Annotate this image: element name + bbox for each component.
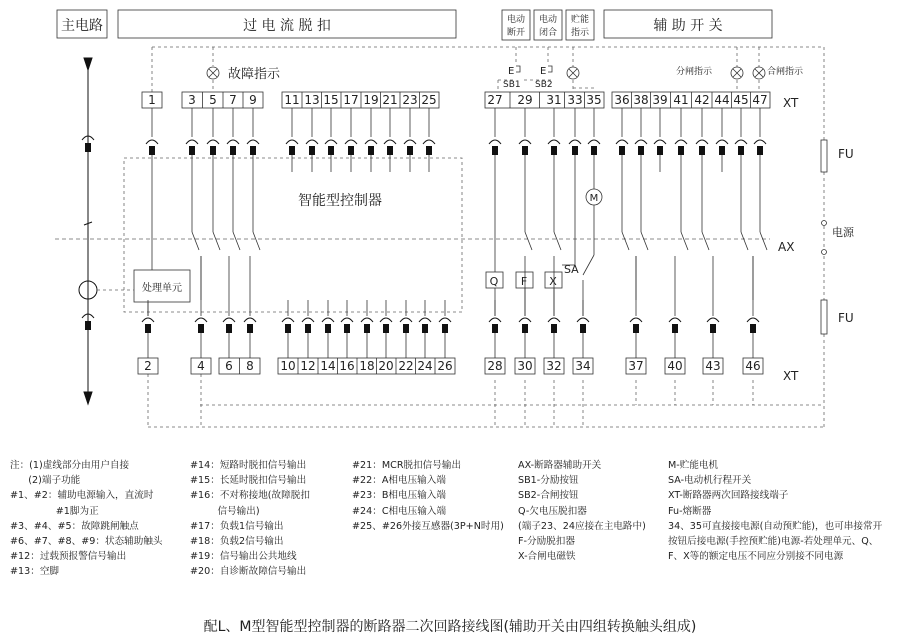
top-terminal-label: 19 bbox=[363, 93, 379, 107]
connector-block bbox=[309, 146, 315, 155]
connector-arc bbox=[588, 140, 600, 144]
contacts bbox=[142, 140, 766, 333]
connector-block bbox=[638, 146, 644, 155]
connector-block bbox=[551, 324, 557, 333]
connector-block bbox=[492, 146, 498, 155]
connector-arc bbox=[146, 140, 158, 144]
sb2-label: SB2 bbox=[535, 80, 553, 90]
note-line: #16：不对称接地(故障脱扣 bbox=[190, 490, 310, 502]
connector-block bbox=[619, 146, 625, 155]
connector-arc bbox=[423, 140, 435, 144]
note-line: #19：信号输出公共地线 bbox=[190, 551, 297, 563]
note-line: #1、#2：辅助电源输入，直流时 bbox=[10, 490, 154, 502]
motor-label: M bbox=[589, 193, 599, 204]
connector-arc bbox=[439, 318, 451, 322]
note-line: #21：MCR脱扣信号输出 bbox=[352, 460, 462, 471]
connector-arc bbox=[577, 318, 589, 322]
bottom-terminal-label: 12 bbox=[300, 359, 316, 373]
bottom-terminal-label: 2 bbox=[144, 359, 152, 373]
connector-arc bbox=[227, 140, 239, 144]
switch-blade bbox=[622, 232, 629, 250]
bottom-terminal-label: 24 bbox=[417, 359, 433, 373]
bottom-terminal-label: 37 bbox=[628, 359, 644, 373]
connector-arc bbox=[195, 318, 207, 322]
note-line: F-分励脱扣器 bbox=[518, 536, 575, 548]
connector-arc bbox=[322, 318, 334, 322]
x-label: X bbox=[549, 275, 557, 288]
fault-indicator-label: 故障指示 bbox=[228, 67, 281, 82]
connector-arc bbox=[361, 318, 373, 322]
main-circuit bbox=[79, 58, 97, 404]
bottom-terminal-label: 16 bbox=[339, 359, 355, 373]
bottom-terminal-label: 10 bbox=[280, 359, 296, 373]
note-line: 信号输出) bbox=[190, 505, 260, 517]
connector-arc bbox=[696, 140, 708, 144]
push-buttons bbox=[516, 66, 552, 72]
terminals-bottom bbox=[138, 358, 763, 374]
connector-arc bbox=[489, 318, 501, 322]
top-terminal-label: 15 bbox=[323, 93, 339, 107]
energy-indicator-text-1: 贮能 bbox=[570, 15, 590, 25]
connector-block bbox=[210, 146, 216, 155]
connector-arc bbox=[365, 140, 377, 144]
connector-arc bbox=[186, 140, 198, 144]
sa-blade bbox=[583, 255, 594, 275]
connector-block bbox=[719, 146, 725, 155]
bottom-terminal-label: 14 bbox=[320, 359, 336, 373]
main-circuit-block-top bbox=[85, 143, 91, 152]
switch-blade bbox=[554, 232, 561, 250]
processing-unit-label: 处理单元 bbox=[142, 283, 182, 294]
bottom-terminal-label: 32 bbox=[546, 359, 562, 373]
connector-block bbox=[757, 146, 763, 155]
note-line: AX-断路器辅助开关 bbox=[518, 460, 602, 471]
note-line: 注：(1)虚线部分由用户自接 bbox=[10, 460, 130, 471]
main-circuit-header-text: 主电路 bbox=[61, 18, 103, 34]
top-terminal-label: 3 bbox=[188, 93, 196, 107]
electric-close-text-2: 闭合 bbox=[538, 28, 558, 38]
connector-block bbox=[145, 324, 151, 333]
connector-arc bbox=[716, 140, 728, 144]
connector-block bbox=[699, 146, 705, 155]
switch-blade bbox=[253, 232, 260, 250]
notes-col-2 bbox=[190, 458, 310, 580]
note-line: SA-电动机行程开关 bbox=[668, 475, 752, 487]
connector-block bbox=[591, 146, 597, 155]
note-line: (2)端子功能 bbox=[10, 475, 81, 487]
top-terminal-label: 36 bbox=[614, 93, 630, 107]
connector-block bbox=[633, 324, 639, 333]
note-line: #1脚为正 bbox=[10, 505, 99, 517]
sb1-label: SB1 bbox=[503, 80, 521, 90]
connector-block bbox=[442, 324, 448, 333]
note-line: #22：A相电压输入端 bbox=[352, 475, 446, 487]
note-line: 按钮后接电源(手控预贮能)电源-若处理单元、Q、 bbox=[668, 536, 879, 548]
bottom-terminal-label: 46 bbox=[745, 359, 761, 373]
connector-arc bbox=[654, 140, 666, 144]
bottom-terminal-label: 26 bbox=[437, 359, 453, 373]
note-line: #20：自诊断故障信号输出 bbox=[190, 566, 307, 578]
notes-col-3 bbox=[352, 458, 504, 534]
connector-arc bbox=[244, 318, 256, 322]
close-indicator-label: 合闸指示 bbox=[767, 67, 804, 77]
top-terminal-label: 17 bbox=[343, 93, 359, 107]
connector-arc bbox=[207, 140, 219, 144]
electric-close-text-1: 电动 bbox=[538, 15, 558, 25]
top-terminal-label: 5 bbox=[209, 93, 217, 107]
connector-block bbox=[328, 146, 334, 155]
bottom-terminal-label: 34 bbox=[575, 359, 591, 373]
note-line: X-合闸电磁铁 bbox=[518, 551, 576, 563]
switch-blade bbox=[641, 232, 648, 250]
overcurrent-trip-header-text: 过 电 流 脱 扣 bbox=[243, 18, 331, 34]
connector-block bbox=[149, 146, 155, 155]
f-label: F bbox=[520, 275, 528, 288]
note-line: #12：过载预报警信号输出 bbox=[10, 551, 127, 563]
switch-blade bbox=[741, 232, 748, 250]
power-nodes bbox=[822, 221, 827, 255]
note-line: Q-欠电压脱扣器 bbox=[518, 505, 587, 517]
bottom-terminal-label: 20 bbox=[378, 359, 394, 373]
top-terminal-label: 13 bbox=[304, 93, 320, 107]
main-circuit-block-bottom bbox=[85, 321, 91, 330]
connector-block bbox=[407, 146, 413, 155]
terminals-top bbox=[142, 92, 770, 108]
connector-block bbox=[285, 324, 291, 333]
sa-label: SA bbox=[564, 263, 579, 276]
bottom-terminal-label: 4 bbox=[197, 359, 205, 373]
switch-blade bbox=[213, 232, 220, 250]
electric-open-text-2: 断开 bbox=[506, 28, 526, 38]
note-line: #24：C相电压输入端 bbox=[352, 505, 447, 517]
bottom-terminal-label: 8 bbox=[246, 359, 254, 373]
switch-blade bbox=[702, 232, 709, 250]
connector-arc bbox=[569, 140, 581, 144]
connector-block bbox=[383, 324, 389, 333]
connector-arc bbox=[341, 318, 353, 322]
bottom-terminal-label: 43 bbox=[705, 359, 721, 373]
notes-col-5 bbox=[668, 458, 882, 564]
notes-col-1 bbox=[10, 458, 163, 580]
note-line: #14：短路时脱扣信号输出 bbox=[190, 460, 307, 471]
xt-top-label: XT bbox=[783, 96, 799, 110]
note-line: #6、#7、#8、#9：状态辅助触头 bbox=[10, 536, 163, 548]
top-terminal-label: 44 bbox=[714, 93, 730, 107]
connector-arc bbox=[754, 140, 766, 144]
connector-arc bbox=[669, 318, 681, 322]
note-line: (端子23、24应接在主电路中) bbox=[518, 520, 646, 532]
connector-block bbox=[657, 146, 663, 155]
energy-indicator-text-2: 指示 bbox=[570, 28, 590, 38]
connector-block bbox=[522, 324, 528, 333]
connector-arc bbox=[675, 140, 687, 144]
top-terminal-label: 1 bbox=[148, 93, 156, 107]
connector-arc bbox=[707, 318, 719, 322]
connector-block bbox=[364, 324, 370, 333]
figure-caption: 配L、M型智能型控制器的断路器二次回路接线图(辅助开关由四组转换触头组成) bbox=[203, 619, 697, 635]
connector-arc bbox=[325, 140, 337, 144]
top-terminal-label: 31 bbox=[546, 93, 562, 107]
connector-arc bbox=[306, 140, 318, 144]
connector-arc bbox=[419, 318, 431, 322]
top-terminal-label: 29 bbox=[517, 93, 533, 107]
connector-arc bbox=[616, 140, 628, 144]
switch-blade bbox=[192, 232, 199, 250]
connector-arc bbox=[548, 140, 560, 144]
connector-block bbox=[325, 324, 331, 333]
ax-label: AX bbox=[778, 240, 795, 254]
bottom-terminal-label: 18 bbox=[359, 359, 375, 373]
connector-block bbox=[247, 324, 253, 333]
top-terminal-label: 35 bbox=[586, 93, 602, 107]
switch-blade bbox=[233, 232, 240, 250]
note-line: SB1-分励按钮 bbox=[518, 475, 579, 487]
connector-block bbox=[230, 146, 236, 155]
connector-block bbox=[226, 324, 232, 333]
top-terminal-label: 21 bbox=[382, 93, 398, 107]
connector-arc bbox=[404, 140, 416, 144]
top-terminal-label: 25 bbox=[421, 93, 437, 107]
note-line: SB2-合闸按钮 bbox=[518, 490, 579, 502]
connector-block bbox=[492, 324, 498, 333]
top-terminal-label: 23 bbox=[402, 93, 418, 107]
aux-switch-header-text: 辅 助 开 关 bbox=[653, 18, 723, 34]
top-terminal-label: 41 bbox=[673, 93, 689, 107]
connector-arc bbox=[223, 318, 235, 322]
connector-block bbox=[710, 324, 716, 333]
top-terminal-label: 45 bbox=[733, 93, 749, 107]
q-label: Q bbox=[489, 275, 499, 288]
connector-block bbox=[348, 146, 354, 155]
connector-arc bbox=[286, 140, 298, 144]
note-line: 34、35可直接接电源(自动预贮能)，也可串接常开 bbox=[668, 520, 883, 532]
fuses bbox=[821, 140, 827, 334]
e-label-1: E bbox=[508, 66, 515, 77]
power-label: 电源 bbox=[832, 226, 854, 239]
connector-arc bbox=[247, 140, 259, 144]
connector-block bbox=[750, 324, 756, 333]
connector-block bbox=[422, 324, 428, 333]
connector-arc bbox=[735, 140, 747, 144]
switch-blade bbox=[525, 232, 532, 250]
fu-top-label: FU bbox=[838, 147, 854, 161]
bottom-terminal-label: 40 bbox=[667, 359, 683, 373]
connector-arc bbox=[519, 140, 531, 144]
connector-arc bbox=[548, 318, 560, 322]
top-terminal-label: 11 bbox=[284, 93, 300, 107]
note-line: #13：空脚 bbox=[10, 566, 60, 578]
electric-open-text-1: 电动 bbox=[506, 15, 526, 25]
connector-arc bbox=[635, 140, 647, 144]
top-terminal-label: 47 bbox=[752, 93, 768, 107]
top-terminal-label: 27 bbox=[487, 93, 503, 107]
bottom-terminal-label: 28 bbox=[487, 359, 503, 373]
note-line: Fu-熔断器 bbox=[668, 505, 712, 517]
note-line: #18：负载2信号输出 bbox=[190, 536, 284, 548]
e-label-2: E bbox=[540, 66, 547, 77]
switch-blade bbox=[681, 232, 688, 250]
connector-arc bbox=[380, 318, 392, 322]
connector-arc bbox=[630, 318, 642, 322]
connector-block bbox=[403, 324, 409, 333]
connector-arc bbox=[747, 318, 759, 322]
switch-blade bbox=[760, 232, 767, 250]
connector-block bbox=[672, 324, 678, 333]
note-line: M-贮能电机 bbox=[668, 460, 719, 471]
connector-arc bbox=[345, 140, 357, 144]
connector-block bbox=[368, 146, 374, 155]
connector-arc bbox=[519, 318, 531, 322]
connector-arc bbox=[400, 318, 412, 322]
connector-arc bbox=[489, 140, 501, 144]
controller-label: 智能型控制器 bbox=[298, 193, 382, 209]
note-line: #25、#26外接互感器(3P+N时用) bbox=[352, 520, 504, 532]
connector-block bbox=[580, 324, 586, 333]
bottom-terminal-label: 30 bbox=[517, 359, 533, 373]
connector-arc bbox=[142, 318, 154, 322]
connector-block bbox=[678, 146, 684, 155]
note-line: #23：B相电压输入端 bbox=[352, 490, 446, 502]
top-terminal-label: 39 bbox=[652, 93, 668, 107]
connector-block bbox=[426, 146, 432, 155]
top-terminal-label: 9 bbox=[249, 93, 257, 107]
connector-block bbox=[344, 324, 350, 333]
connector-block bbox=[289, 146, 295, 155]
connector-block bbox=[305, 324, 311, 333]
connector-arc bbox=[282, 318, 294, 322]
bottom-terminal-label: 6 bbox=[225, 359, 233, 373]
connector-arc bbox=[302, 318, 314, 322]
note-line: #15：长延时脱扣信号输出 bbox=[190, 475, 307, 487]
connector-block bbox=[738, 146, 744, 155]
connector-block bbox=[572, 146, 578, 155]
connector-block bbox=[551, 146, 557, 155]
note-line: #3、#4、#5：故障跳闸触点 bbox=[10, 520, 139, 532]
connector-block bbox=[198, 324, 204, 333]
connector-block bbox=[387, 146, 393, 155]
top-terminal-label: 33 bbox=[567, 93, 583, 107]
connector-arc bbox=[384, 140, 396, 144]
note-line: #17：负载1信号输出 bbox=[190, 520, 284, 532]
connector-block bbox=[189, 146, 195, 155]
wires bbox=[148, 108, 767, 358]
notes-col-4 bbox=[518, 458, 646, 564]
note-line: F、X等的额定电压不同应分别接不同电源 bbox=[668, 551, 844, 563]
top-terminal-label: 7 bbox=[229, 93, 237, 107]
top-terminal-label: 38 bbox=[633, 93, 649, 107]
top-terminal-label: 42 bbox=[694, 93, 710, 107]
bottom-terminal-label: 22 bbox=[398, 359, 414, 373]
connector-block bbox=[250, 146, 256, 155]
fu-bottom-label: FU bbox=[838, 311, 854, 325]
note-line: XT-断路器两次回路接线端子 bbox=[668, 490, 789, 502]
connector-block bbox=[522, 146, 528, 155]
xt-bottom-label: XT bbox=[783, 369, 799, 383]
open-indicator-label: 分闸指示 bbox=[676, 67, 713, 77]
